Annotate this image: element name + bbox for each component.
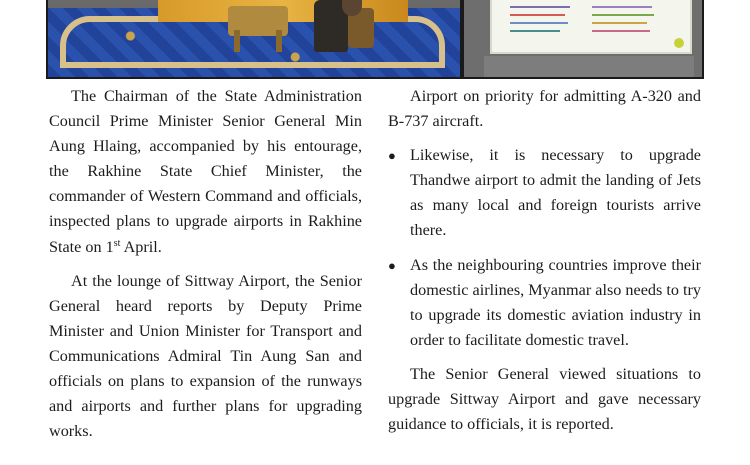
list-item	[388, 143, 701, 243]
paragraph-continuation: Airport on priority for admitting A-320 and B-737 aircraft.	[388, 87, 701, 131]
screen-text-line	[592, 14, 654, 16]
right-column	[388, 84, 701, 446]
screen-logo-dot	[674, 38, 684, 48]
wall-below-screen	[484, 56, 694, 77]
photo-strip	[46, 0, 704, 79]
screen-text-line	[510, 30, 560, 32]
presentation-screen-photo	[464, 0, 702, 77]
list-item	[388, 253, 701, 353]
paragraph-lounge-report: At the lounge of Sittway Airport, the Senior General heard reports by Deputy Prime Minister and Union Minister for Transport and Communications Admiral Tin Aung San and officials on plans to expansion of the runways and airports and further plans for upgrading works.	[49, 271, 362, 441]
left-column	[49, 84, 362, 465]
screen-text-line	[592, 30, 650, 32]
paragraph-closing: The Senior General viewed situations to upgrade Sittway Airport and gave necessary guidance to officials, it is reported.	[388, 364, 701, 434]
paragraph-text: The Chairman of the State Administration Council Prime Minister Senior General Min Aung Hlaing, accompanied by his entourage, the Rakhine State Chief Minister, the commander of Western Command and officials, inspected plans to upgrade airports in Rakhine State on 1	[49, 87, 362, 256]
screen-text-line	[510, 6, 570, 8]
list-item-text: As the neighbouring countries improve their domestic airlines, Myanmar also needs to try to upgrade its domestic aviation industry in order to facilitate domestic travel.	[410, 255, 701, 349]
table-leg	[234, 30, 240, 52]
bullet-list	[388, 143, 701, 353]
ceremony-hall-photo	[48, 0, 460, 77]
screen-text-line	[592, 6, 652, 8]
bullet-icon: ●	[388, 257, 396, 273]
screen-text-line	[592, 22, 647, 24]
table-leg	[276, 30, 282, 52]
paragraph-text: April.	[120, 237, 162, 256]
projection-screen	[490, 0, 692, 54]
bullet-icon: ●	[388, 148, 396, 164]
list-item-text: Likewise, it is necessary to upgrade Thandwe airport to admit the landing of Jets as many local and foreign tourists arrive there.	[410, 146, 701, 240]
paragraph-inspection	[49, 84, 362, 260]
screen-text-line	[510, 14, 565, 16]
screen-text-line	[510, 22, 568, 24]
ordinal-suffix: st	[113, 237, 121, 249]
next-paragraph-fragment	[49, 453, 362, 465]
